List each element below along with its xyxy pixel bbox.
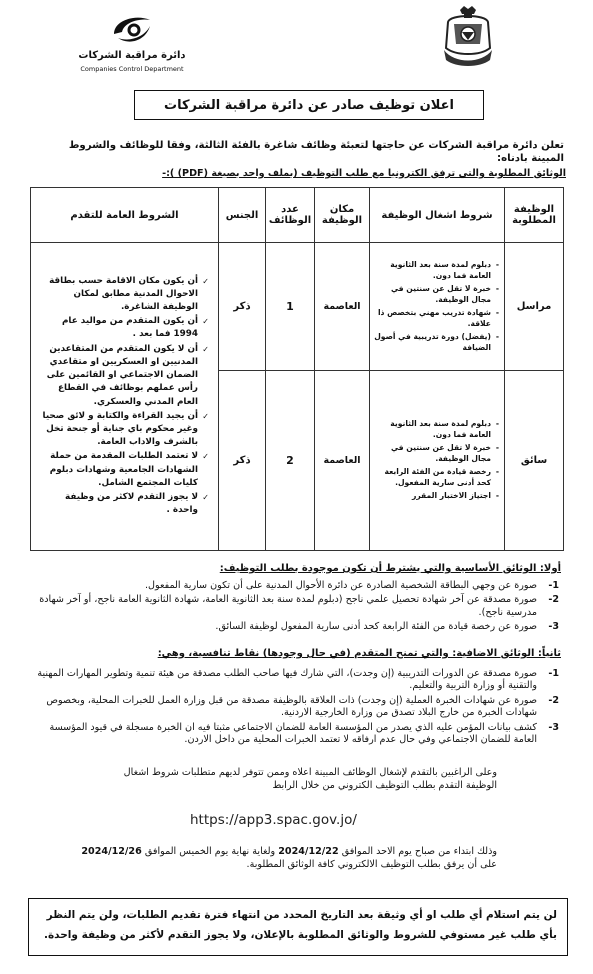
condition-item: - خبرة لا تقل عن سنتين في مجال الوظيفة. <box>374 442 491 464</box>
apply-instructions: وعلى الراغبين بالتقدم لإشغال الوظائف المبينة اعلاه وممن تتوفر لديهم متطلبات شروط اشغال الوظيفة التقدم بطلب التوظيف الكتروني من خلال الرابط <box>123 767 497 791</box>
job-conditions <box>370 243 505 371</box>
dates-text-1: وذلك ابتداء من صباح يوم الاحد الموافق <box>341 846 497 857</box>
table-header-row <box>31 188 564 243</box>
general-condition-item: ✓ لا يجوز التقدم لاكثر من وظيفة واحدة . <box>39 491 198 517</box>
job-count: 2 <box>266 371 315 551</box>
condition-item: - دبلوم لمدة سنة بعد الثانوية العامة فما دون. <box>374 418 491 440</box>
list-item <box>29 594 559 619</box>
dates-text-3: على أن يرفق بطلب التوظيف الالكتروني كافة الوثائق المطلوبة. <box>246 859 497 870</box>
item-text: صورة مصدقة عن آخر شهادة تحصيل علمي ناجح (دبلوم لمدة سنة بعد الثانوية العامة، شهادة الثانوية العامة ناجح، أو آخر شهادة مدرسية ناجح). <box>39 594 537 618</box>
item-number: 2- <box>548 694 559 706</box>
section1-list <box>29 580 559 636</box>
header-job: الوظيفة المطلوبة <box>505 188 564 243</box>
job-conditions <box>370 371 505 551</box>
department-logo <box>72 10 192 78</box>
application-link[interactable]: https://app3.spac.gov.jo/ <box>190 812 357 828</box>
condition-item: - دبلوم لمدة سنة بعد الثانوية العامة فما دون. <box>374 259 491 281</box>
job-gender: ذكر <box>219 371 266 551</box>
coat-of-arms-icon <box>440 4 496 70</box>
condition-item: - (يفضل) دورة تدريبية في أصول الضيافة <box>374 331 491 353</box>
end-date: 2024/12/26 <box>81 846 142 857</box>
item-text: صورة مصدقة عن الدورات التدريبية (إن وجدت)، التي شارك فيها صاحب الطلب مصدقة من هيئة تنمية وتطوير المهارات المهنية والتقنية أو وزارة التربية والتعليم. <box>37 668 537 692</box>
general-condition-item: ✓ أن لا يكون المتقدم من المتقاعدين المدنيين او العسكريين او متقاعدي الضمان الاجتماعي او القائمين على رأس عملهم بوظائف في القطاع العام المدني والعسكري. <box>39 343 198 409</box>
item-number: 3- <box>548 721 559 733</box>
list-item <box>29 621 559 633</box>
section2-title: ثانياً: الوثائق الاضافية: والتي تمنح المتقدم (في حال وجودها) نقاط تنافسية، وهي: <box>157 648 561 659</box>
header-conditions: شروط اشغال الوظيفة <box>370 188 505 243</box>
list-item <box>29 668 559 693</box>
item-text: صورة عن وجهي البطاقة الشخصية الصادرة عن دائرة الأحوال المدنية على أن تكون سارية المفعول. <box>144 580 537 591</box>
list-item <box>29 722 559 747</box>
jobs-table <box>30 187 564 551</box>
item-text: صورة عن رخصة قيادة من الفئة الرابعة كحد أدنى سارية المفعول لوظيفة السائق. <box>215 621 537 633</box>
intro-text: تعلن دائرة مراقبة الشركات عن حاجتها لتعبئة وظائف شاغرة بالفئة الثالثة، وفقا للوظائف والشروط المبينة بادناه: <box>68 140 564 164</box>
header-count: عدد الوظائف <box>266 188 315 243</box>
item-number: 3- <box>548 621 559 633</box>
table-row <box>31 243 564 371</box>
list-item <box>29 695 559 720</box>
item-number: 1- <box>548 668 559 679</box>
general-condition-item: ✓ لا تعتمد الطلبات المقدمة من حملة الشهادات الجامعية وشهادات دبلوم كليات المجتمع الشامل. <box>39 450 198 490</box>
item-text: صورة عن شهادات الخبرة العملية (إن وجدت) ذات العلاقة بالوظيفة مصدقة من قبل وزارة العمل للخبرات المحلية، وبخصوص شهادات الخبرة من خارج البلاد تصدق من وزارة الخارجية الاردنية. <box>46 694 537 719</box>
job-title: سائق <box>505 371 564 551</box>
header-gender: الجنس <box>219 188 266 243</box>
condition-item: - اجتياز الاختبار المقرر <box>374 490 491 501</box>
condition-item: - شهادة تدريب مهني بتخصص ذا علاقة. <box>374 307 491 329</box>
general-condition-item: ✓ أن يجيد القراءة والكتابة و لائق صحيا وغير محكوم باي جناية أو جنحة تخل بالشرف والاداب العامة. <box>39 410 198 450</box>
general-condition-item: ✓ أن يكون المتقدم من مواليد عام 1994 فما بعد . <box>39 315 198 341</box>
header-general: الشروط العامة للتقدم <box>31 188 219 243</box>
job-place: العاصمة <box>315 243 370 371</box>
dates-text-2: ولغاية نهاية يوم الخميس الموافق <box>144 846 276 857</box>
job-count: 1 <box>266 243 315 371</box>
section2-list <box>29 668 559 748</box>
announcement-title: اعلان توظيف صادر عن دائرة مراقبة الشركات <box>134 90 484 120</box>
job-place: العاصمة <box>315 371 370 551</box>
item-number: 1- <box>548 580 559 591</box>
condition-item: - خبرة لا تقل عن سنتين في مجال الوظيفة. <box>374 283 491 305</box>
item-text: كشف بيانات المؤمن عليه الذي يصدر من المؤسسة العامة للضمان الاجتماعي مثبتا فيه ان الخبرة مسجلة في قيود المؤسسة العامة للضمان الاجتماعي وفي حال عدم ارفاقه لا تعتمد الخبرات المحلية من داخل الاردن. <box>49 721 537 746</box>
general-conditions <box>31 243 219 551</box>
footer-notice: لن يتم استلام أي طلب او أي وثيقة بعد التاريخ المحدد من انتهاء فترة تقديم الطلبات، ولن يتم النظر بأي طلب غير مستوفي للشروط والوثائق المطلوبة بالإعلان، ولا يجوز التقدم لأكثر من وظيفة واحدة. <box>28 898 568 956</box>
section1-title: أولا: الوثائق الأساسية والتي يشترط أن تكون موجودة بطلب التوظيف: <box>219 563 561 574</box>
department-name-ar: دائرة مراقبة الشركات <box>78 50 186 61</box>
header-place: مكان الوظيفة <box>315 188 370 243</box>
list-item <box>29 580 559 592</box>
start-date: 2024/12/22 <box>278 846 339 857</box>
department-name-en: Companies Control Department <box>80 65 184 73</box>
condition-item: - رخصة قيادة من الفئة الرابعة كحد أدنى سارية المفعول. <box>374 466 491 488</box>
general-condition-item: ✓ أن يكون مكان الاقامة حسب بطاقة الاحوال المدنية مطابق لمكان الوظيفة الشاغرة. <box>39 275 198 315</box>
job-title: مراسل <box>505 243 564 371</box>
application-dates <box>77 845 497 871</box>
job-gender: ذكر <box>219 243 266 371</box>
required-docs-note: الوثائق المطلوبة والتي ترفق الكترونيا مع طلب التوظيف (بملف واحد بصيغة (PDF) ):- <box>162 168 566 179</box>
department-logo-icon <box>110 12 154 46</box>
item-number: 2- <box>548 594 559 606</box>
